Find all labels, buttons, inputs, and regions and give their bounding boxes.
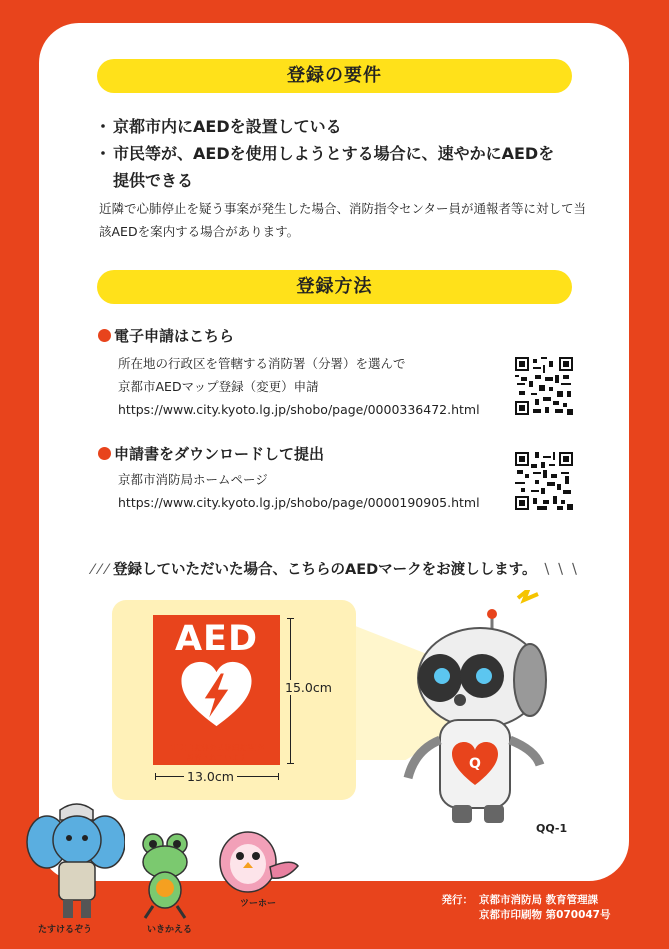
elephant-mascot-illustration [25, 800, 125, 925]
footer-key: 発行： [441, 894, 473, 906]
list-item: ・ 市民等が、AEDを使用しようとする場合に、速やかにAEDを [95, 140, 554, 167]
requirements-list [95, 113, 554, 194]
list-item: ・ 京都市内にAEDを設置している [95, 113, 554, 140]
detail-line: 京都市消防局ホームページ [118, 472, 268, 487]
publisher-footer [421, 893, 611, 923]
heading-text: 電子申請はこちら [114, 327, 235, 345]
aed-sign-title: AED [174, 619, 259, 659]
caption-line: AED(自動体外式除細動器)が [168, 743, 265, 752]
bullet-dot-icon [98, 447, 111, 460]
url-link[interactable]: https://www.city.kyoto.lg.jp/shobo/page/0000336472.html [118, 402, 480, 417]
dimension-cap [287, 618, 294, 619]
footer-publisher: 京都市消防局 教育管理課 [479, 894, 599, 906]
url-link[interactable]: https://www.city.kyoto.lg.jp/shobo/page/0000190905.html [118, 495, 480, 510]
footer-print-number: 京都市印刷物 第070047号 [479, 909, 611, 921]
gift-text: 登録していただいた場合、こちらのAEDマークをお渡しします。 [113, 562, 537, 578]
qr-code-icon[interactable] [515, 452, 573, 510]
aed-heart-icon [180, 660, 253, 728]
character-name: たすけるぞう [38, 925, 93, 935]
dimension-cap [287, 763, 294, 764]
gift-message [80, 558, 590, 579]
decor-slashes-left-icon: ⁄ ⁄ ⁄ [91, 562, 108, 578]
caption-line: 設置されています [186, 753, 247, 762]
method-heading-download [98, 443, 324, 464]
heading-text: 申請書をダウンロードして提出 [114, 445, 325, 463]
list-item [95, 167, 554, 194]
width-label: 13.0cm [184, 769, 237, 784]
method-download-details [118, 468, 480, 514]
robot-mascot-illustration [400, 590, 570, 830]
requirements-note: 近隣で心肺停止を疑う事案が発生した場合、消防指令センター員が通報者等に対して当該AEDを案内する場合があります。 [99, 201, 587, 239]
requirement-text: 京都市内にAEDを設置している [113, 117, 342, 136]
detail-line: 所在地の行政区を管轄する消防署（分署）を選んで [118, 356, 406, 371]
section-title-requirements: 登録の要件 [97, 59, 572, 93]
footer-spacer [421, 908, 473, 923]
section-title-method: 登録方法 [97, 270, 572, 304]
svg-text:Q: Q [469, 756, 481, 772]
frog-mascot-illustration [135, 828, 195, 923]
dimension-cap [155, 773, 156, 780]
method-heading-online [98, 325, 234, 346]
decor-slashes-right-icon: ∖ ∖ ∖ [541, 562, 579, 578]
dimension-cap [278, 773, 279, 780]
aed-sign-caption [153, 743, 280, 763]
detail-line: 京都市AEDマップ登録（変更）申請 [118, 379, 319, 394]
height-label: 15.0cm [285, 680, 332, 695]
robot-label: QQ-1 [536, 822, 568, 835]
character-name: いきかえる [147, 925, 193, 935]
requirement-text: 市民等が、AEDを使用しようとする場合に、速やかにAEDを [113, 144, 555, 163]
qr-code-icon[interactable] [515, 357, 573, 415]
bullet-dot-icon [98, 329, 111, 342]
character-name: ツーホー [240, 899, 277, 909]
method-online-details [118, 352, 480, 421]
requirement-text: 提供できる [113, 171, 194, 190]
bird-mascot-illustration [210, 822, 300, 897]
